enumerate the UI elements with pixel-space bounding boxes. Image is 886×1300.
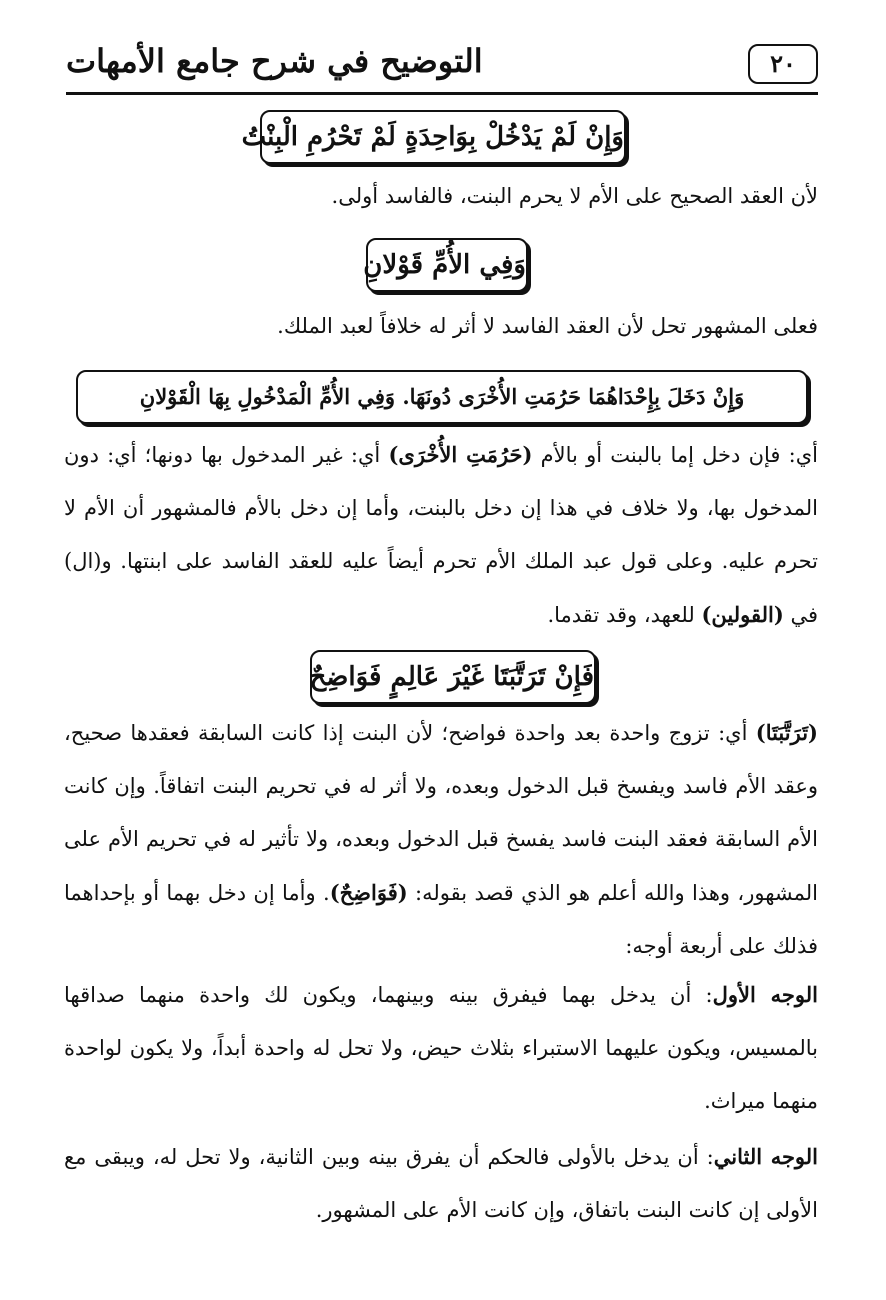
commentary-paragraph-2: فعلى المشهور تحل لأن العقد الفاسد لا أثر له خلافاً لعبد الملك. [277,314,818,338]
p3-text-d: للعهد، وقد تقدما. [547,603,702,627]
book-title: التوضيح في شرح جامع الأمهات [66,42,483,80]
p4-text-a: أي: تزوج واحدة بعد واحدة فواضح؛ لأن البنت إذا كانت السابقة فعقدها صحيح، وعقد الأم فاسد ويفسخ قبل الدخول وبعده، ولا أثر له في تحريم البنت اتفاقاً. وإن كانت الأم السابقة فعقد البنت فاسد يفسخ قبل الدخول وبعده، ولا تأثير له في تحريم الأم على المشهور، وهذا والله أعلم هو الذي قصد بقوله: [64,721,818,905]
matn-box-1: وَإِنْ لَمْ يَدْخُلْ بِوَاحِدَةٍ لَمْ تَحْرُمِ الْبِنْتُ [260,110,626,164]
p3-text-a: أي: فإن دخل إما بالبنت أو بالأم [532,443,818,467]
p4-quote-1: (تَرَتَّبَتَا) [755,720,818,745]
matn-box-2: وَفِي الأُمِّ قَوْلانِ [366,238,528,292]
commentary-paragraph-6 [64,1130,818,1237]
p3-quote-2: (القولين) [701,602,784,627]
page-header [66,40,818,95]
page-number: ٢٠ [748,44,818,84]
p3-text-c: أي: غير المدخول بها دونها؛ أي: دون المدخول بها، ولا خلاف في هذا إن دخل بالبنت، وأما إن دخل بالأم فالمشهور أن الأم لا تحرم عليه. وعلى قول عبد الملك الأم تحرم أيضاً عليه للعقد الفاسد على ابنتها. و(ال) في [64,443,818,627]
commentary-paragraph-1: لأن العقد الصحيح على الأم لا يحرم البنت، فالفاسد أولى. [331,184,818,208]
commentary-paragraph-3 [64,428,818,642]
p3-quote-1: (حَرُمَتِ الأُخْرَى) [388,442,533,467]
p5-text: : أن يدخل بهما فيفرق بينه وبينهما، ويكون لك واحدة منهما صداقها بالمسيس، ويكون عليهما الاستبراء بثلاث حيض، ولا تحل له واحدة أبداً، ولا يكون لواحدة منهما ميراث. [64,983,818,1113]
p6-heading: الوجه الثاني [713,1144,819,1169]
p4-quote-2: (فَوَاضِحٌ) [329,880,408,905]
p6-text: : أن يدخل بالأولى فالحكم أن يفرق بينه وبين الثانية، ولا تحل له، ويبقى مع الأولى إن كانت البنت باتفاق، وإن كانت الأم على المشهور. [64,1145,818,1222]
p5-heading: الوجه الأول [712,982,818,1007]
commentary-paragraph-4 [64,706,818,973]
p4-text-c: . وأما إن دخل بهما أو بإحداهما فذلك على أربعة أوجه: [64,881,818,958]
commentary-paragraph-5 [64,968,818,1128]
matn-box-4: فَإِنْ تَرَتَّبَتَا غَيْرَ عَالِمٍ فَوَاضِحٌ [310,650,596,704]
matn-box-3: وَإِنْ دَخَلَ بِإِحْدَاهُمَا حَرُمَتِ الأُخْرَى دُونَهَا. وَفِي الأُمِّ الْمَدْخُولِ بِهَا الْقَوْلانِ [76,370,808,424]
